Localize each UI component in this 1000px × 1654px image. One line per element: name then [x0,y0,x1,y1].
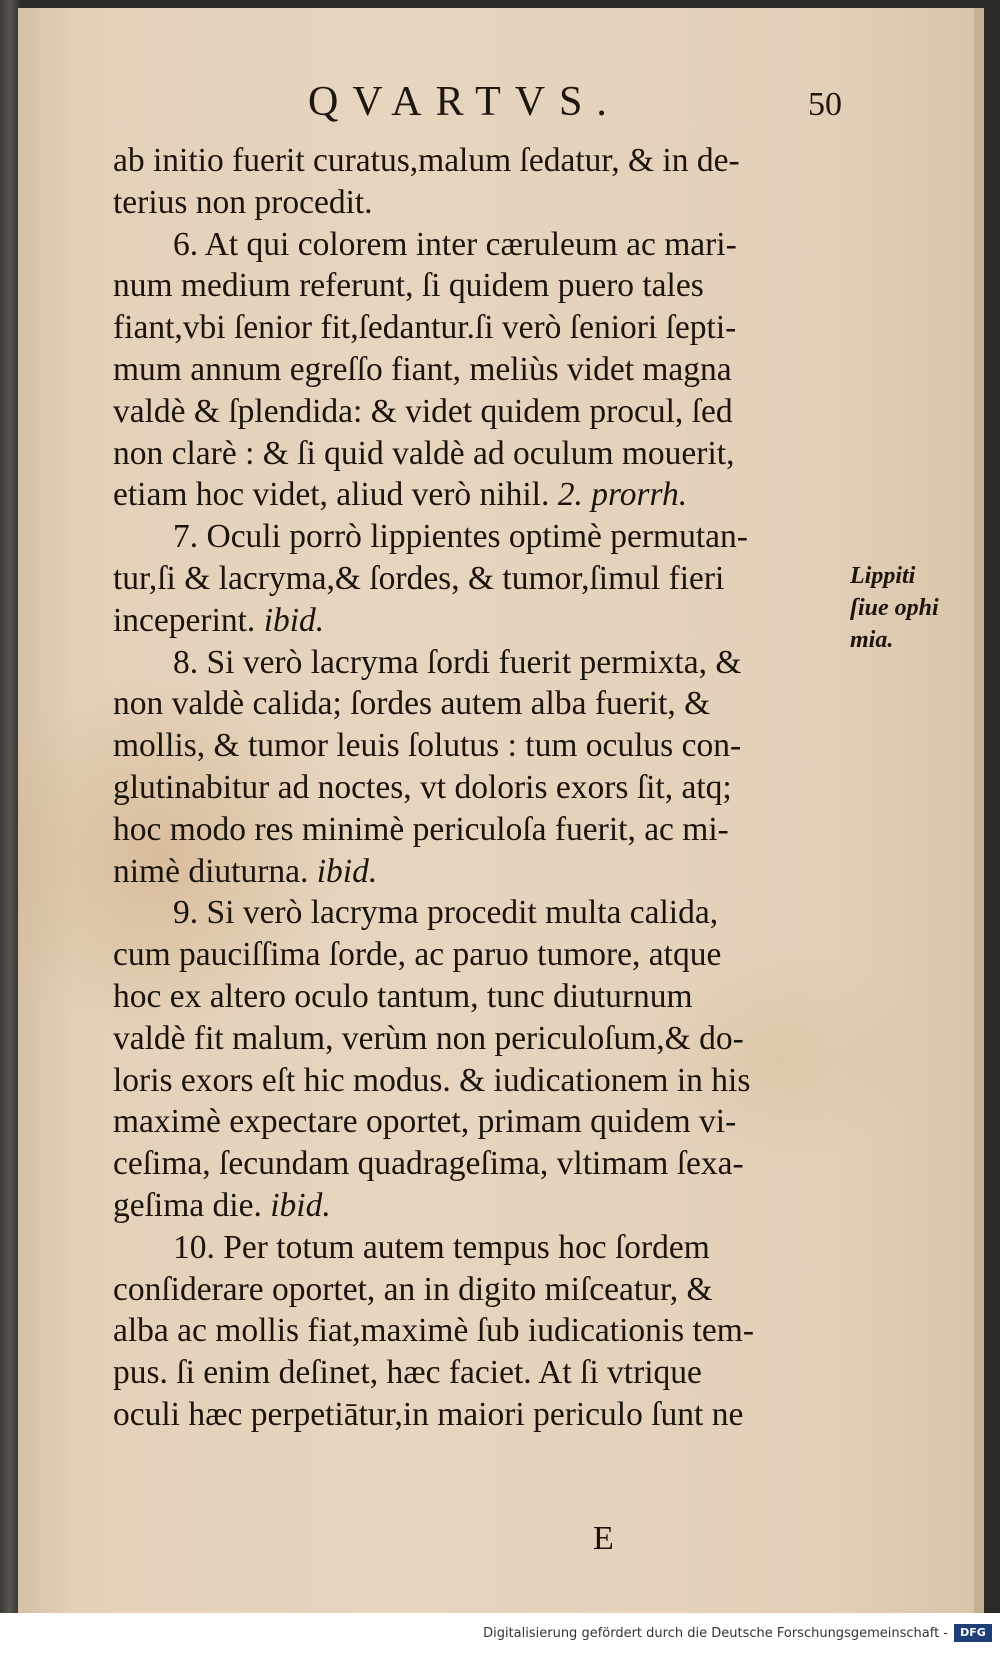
marginal-note-line: Lippiti [850,563,916,589]
marginal-note-line: mia. [850,627,894,653]
text-line: maximè expectare oportet, primam quidem vi- [113,1103,737,1141]
line-text: nimè diuturna. [113,852,317,890]
text-line: alba ac mollis fiat,maximè ſub iudicationis tem- [113,1312,754,1350]
text-line: tur,ſi & lacryma,& ſordes, & tumor,ſimul fieri [113,559,725,597]
text-line [113,851,873,893]
text-line: non valdè calida; ſordes autem alba fuerit, & [113,685,711,723]
text-line: hoc ex altero oculo tantum, tunc diuturnum [113,977,693,1015]
text-line [113,1185,873,1227]
dfg-logo: DFG [954,1624,992,1642]
body-text [113,140,873,1436]
page-number: 50 [808,86,842,123]
source-reference: 2. prorrh. [557,476,688,514]
text-line: cum pauciſſima ſorde, ac paruo tumore, atque [113,936,722,974]
text-line: valdè fit malum, verùm non periculoſum,& do- [113,1019,744,1057]
text-line: pus. ſi enim deſinet, hæc faciet. At ſi vtrique [113,1354,702,1392]
text-line: mollis, & tumor leuis ſolutus : tum oculus con- [113,727,742,765]
paragraph [113,642,873,893]
text-line: loris exors eſt hic modus. & iudicationem in his [113,1061,751,1099]
source-reference: ibid. [270,1186,331,1224]
text-line: num medium referunt, ſi quidem puero tales [113,267,704,305]
marginal-note-line: ſiue ophi [850,595,939,621]
text-line: valdè & ſplendida: & videt quidem procul, ſed [113,392,733,430]
text-line: 10. Per totum autem tempus hoc ſordem [173,1228,710,1266]
footer-bar [0,1613,1000,1654]
line-text: inceperint. [113,601,264,639]
paragraph [113,516,873,641]
text-line: 9. Si verò lacryma procedit multa calida, [173,894,719,932]
text-line: ab initio fuerit curatus,malum ſedatur, & in de- [113,142,740,179]
text-line: terius non procedit. [113,183,373,221]
marginal-note [850,560,990,656]
source-reference: ibid. [316,852,378,890]
text-line: 7. Oculi porrò lippientes optimè permutan- [173,518,748,556]
paragraph [113,1227,873,1436]
footer-credit: Digitalisierung gefördert durch die Deutsche Forschungsgemeinschaft - [483,1626,948,1641]
source-reference: ibid. [263,601,325,639]
book-page [18,8,984,1613]
text-line: 8. Si verò lacryma ſordi fuerit permixta, & [173,643,742,681]
signature-mark: E [593,1520,614,1557]
text-line: hoc modo res minimè periculoſa fuerit, ac mi- [113,810,729,848]
line-text: geſima die. [113,1186,271,1224]
text-line: glutinabitur ad noctes, vt doloris exors ſit, atq; [113,768,732,806]
paragraph [113,892,873,1226]
page-header [18,78,974,138]
paragraph [113,224,873,517]
text-line: conſiderare oportet, an in digito miſceatur, & [113,1270,713,1308]
text-line: oculi hæc perpetiātur,in maiori periculo ſunt ne [113,1395,744,1433]
text-line: mum annum egreſſo fiant, meliùs videt magna [113,350,732,388]
text-line [113,474,873,516]
text-line: non clarè : & ſi quid valdè ad oculum mouerit, [113,434,735,472]
line-text: etiam hoc videt, aliud verò nihil. [113,476,558,514]
running-head: QVARTVS. [308,79,621,125]
text-line [113,600,873,642]
paragraph [113,140,873,224]
text-line: ceſima, ſecundam quadrageſima, vltimam ſexa- [113,1145,744,1183]
text-line: 6. At qui colorem inter cæruleum ac mari- [173,225,737,263]
text-line: fiant,vbi ſenior fit,ſedantur.ſi verò ſeniori ſepti- [113,309,737,347]
